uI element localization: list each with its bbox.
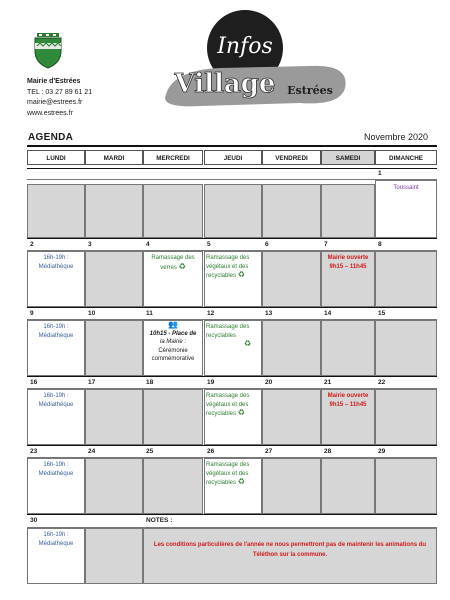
- cell-empty: [143, 184, 203, 238]
- cell-day-10: [85, 320, 143, 376]
- recycle-icon: ♻: [244, 339, 252, 349]
- date-29: 29: [378, 448, 386, 455]
- email-address[interactable]: mairie@estrees.fr: [27, 99, 83, 106]
- date-18: 18: [146, 379, 154, 386]
- date-1: 1: [378, 170, 382, 177]
- date-27: 27: [265, 448, 273, 455]
- recycle-icon: ♻: [237, 408, 245, 418]
- phone-number: TEL : 03 27 89 61 21: [27, 88, 93, 96]
- event-ramassage-vegetaux: Ramassage des végétaux et des recyclables ♻: [206, 462, 250, 487]
- cell-day-22: [375, 389, 437, 445]
- date-16: 16: [30, 379, 38, 386]
- event-ramassage-recyclables: Ramassage des recyclables ♻: [206, 324, 252, 349]
- cell-empty: [204, 184, 262, 238]
- cell-empty: [27, 184, 85, 238]
- date-28: 28: [324, 448, 332, 455]
- cell-empty: [321, 184, 375, 238]
- cell-day-27: [262, 458, 321, 514]
- calendar-grid: [27, 148, 437, 585]
- event-ramassage-vegetaux: Ramassage des végétaux et des recyclables ♻: [206, 255, 250, 280]
- event-ceremonie: 👥 10h15 - Place de la Mairie : Cérémonie commémorative: [143, 321, 203, 364]
- date-10: 10: [88, 310, 96, 317]
- date-3: 3: [88, 241, 92, 248]
- date-12: 12: [207, 310, 215, 317]
- cell-day-14: [321, 320, 375, 376]
- day-header-vendredi: VENDREDI: [262, 150, 321, 165]
- event-mediatheque: 16h-19h : Médiathèque: [38, 255, 74, 270]
- day-header-mardi: MARDI: [85, 150, 143, 165]
- recycle-icon: ♻: [237, 270, 245, 280]
- date-4: 4: [146, 241, 150, 248]
- cell-day-13: [262, 320, 321, 376]
- week-1-date-row: [27, 168, 437, 180]
- date-9: 9: [30, 310, 34, 317]
- cell-day-8: [375, 251, 437, 307]
- cell-day-17: [85, 389, 143, 445]
- cell-day-25: [143, 458, 203, 514]
- cell-empty: [85, 184, 143, 238]
- logo-estrees: Estrées: [287, 84, 333, 97]
- cell-day-20: [262, 389, 321, 445]
- week-6-date-row: [27, 514, 437, 528]
- people-icon: 👥: [168, 320, 178, 329]
- website-link[interactable]: www.estrees.fr: [27, 109, 73, 117]
- date-14: 14: [324, 310, 332, 317]
- notes-label: NOTES :: [146, 517, 173, 524]
- notes-text: Les conditions particulières de l'année ne nous permettront pas de maintenir les animations du Téléthon sur la commune.: [153, 542, 427, 558]
- day-header-mercredi: MERCREDI: [143, 150, 203, 165]
- date-6: 6: [265, 241, 269, 248]
- title-rule: [27, 145, 437, 147]
- event-mediatheque: 16h-19h : Médiathèque: [38, 324, 74, 339]
- date-20: 20: [265, 379, 273, 386]
- date-25: 25: [146, 448, 154, 455]
- event-mediatheque: 16h-19h : Médiathèque: [38, 393, 74, 408]
- date-5: 5: [207, 241, 211, 248]
- infos-village-logo: [160, 8, 350, 118]
- day-header-dimanche: DIMANCHE: [375, 150, 437, 165]
- event-mairie-ouverte: Mairie ouverte 9h15 – 11h45: [327, 393, 369, 408]
- cell-empty: [262, 184, 321, 238]
- date-23: 23: [30, 448, 38, 455]
- date-24: 24: [88, 448, 96, 455]
- day-header-jeudi: JEUDI: [204, 150, 262, 165]
- day-header-samedi: SAMEDI: [321, 150, 375, 165]
- date-26: 26: [207, 448, 215, 455]
- date-30: 30: [30, 517, 38, 524]
- recycle-icon: ♻: [237, 477, 245, 487]
- date-11: 11: [146, 310, 153, 317]
- date-17: 17: [88, 379, 96, 386]
- logo-village: Village: [174, 69, 276, 99]
- event-mairie-ouverte: Mairie ouverte 9h15 – 11h45: [327, 255, 369, 270]
- cell-day-24: [85, 458, 143, 514]
- date-22: 22: [378, 379, 386, 386]
- agenda-month: Novembre 2020: [363, 132, 428, 142]
- date-19: 19: [207, 379, 215, 386]
- town-hall-contact: [27, 77, 92, 119]
- town-crest: [33, 33, 63, 69]
- cell-day-3: [85, 251, 143, 307]
- event-toussaint: Toussaint: [393, 185, 419, 191]
- town-hall-name: Mairie d'Estrées: [27, 78, 81, 85]
- cell-empty: [85, 528, 143, 584]
- date-15: 15: [378, 310, 386, 317]
- recycle-icon: ♻: [178, 261, 186, 271]
- date-21: 21: [324, 379, 332, 386]
- cell-day-6: [262, 251, 321, 307]
- logo-infos: Infos: [217, 34, 273, 59]
- day-header-lundi: LUNDI: [27, 150, 85, 165]
- date-13: 13: [265, 310, 273, 317]
- agenda-title: AGENDA: [28, 132, 74, 143]
- cell-day-29: [375, 458, 437, 514]
- event-ramassage-verres: Ramassage des verres ♻: [151, 255, 195, 271]
- event-mediatheque: 16h-19h : Médiathèque: [38, 532, 74, 547]
- cell-day-18: [143, 389, 203, 445]
- cell-day-28: [321, 458, 375, 514]
- event-mediatheque: 16h-19h : Médiathèque: [38, 462, 74, 477]
- date-7: 7: [324, 241, 328, 248]
- date-2: 2: [30, 241, 34, 248]
- event-ramassage-vegetaux: Ramassage des végétaux et des recyclables ♻: [206, 393, 250, 418]
- cell-day-15: [375, 320, 437, 376]
- date-8: 8: [378, 241, 382, 248]
